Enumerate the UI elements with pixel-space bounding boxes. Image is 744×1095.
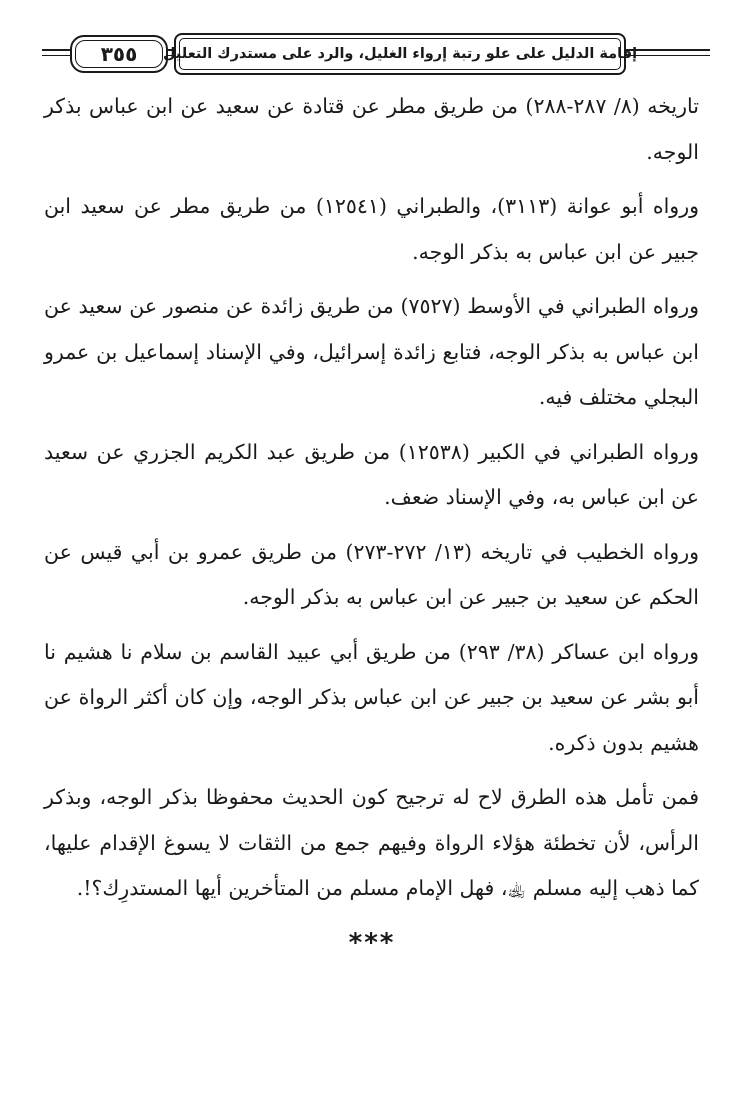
paragraph: ورواه ابن عساكر (٣٨/ ٢٩٣) من طريق أبي عبيد القاسم بن سلام نا هشيم نا أبو بشر عن سعيد بن جبير عن ابن عباس بذكر الوجه، وإن كان أكثر الرواة عن هشيم بدون ذكره.: [44, 639, 699, 755]
header-rule-left: [42, 49, 70, 51]
running-title-frame: [162, 33, 638, 75]
header-rule-right: [626, 49, 710, 51]
page-number: ٣٥٥: [100, 42, 138, 66]
running-title-inner-frame: [162, 38, 638, 70]
paragraph: ورواه الطبراني في الأوسط (٧٥٢٧) من طريق زائدة عن منصور عن سعيد عن ابن عباس به بذكر الوجه، فتابع زائدة إسرائيل، وفي الإسناد إسماعيل بن عمرو البجلي مختلف فيه.: [44, 294, 699, 409]
page-header: [42, 33, 710, 77]
section-separator: ***: [348, 928, 396, 958]
page-number-frame: [70, 35, 168, 73]
paragraph: فمن تأمل هذه الطرق لاح له ترجيح كون الحديث محفوظا بذكر الوجه، وبذكر الرأس، لأن تخطئة هؤلاء الرواة وفيهم جمع من الثقات لا يسوغ الإقدام عليها، كما ذهب إليه مسلم ﵀، فهل الإمام مسلم من المتأخرين أيها المستدرِك؟!.: [44, 785, 699, 900]
header-rule-right-thin: [626, 55, 710, 56]
page-body: [44, 84, 699, 921]
paragraph: ورواه الطبراني في الكبير (١٢٥٣٨) من طريق عبد الكريم الجزري عن سعيد عن ابن عباس به، وفي الإسناد ضعف.: [44, 439, 700, 509]
paragraph: ورواه الخطيب في تاريخه (١٣/ ٢٧٢-٢٧٣) من طريق عمرو بن أبي قيس عن الحكم عن سعيد بن جبير عن ابن عباس به بذكر الوجه.: [44, 539, 700, 609]
running-title: إقامة الدليل على علو رتبة إرواء الغليل، والرد على مستدرك التعليل: [162, 46, 638, 62]
header-rule-left-thin: [42, 55, 70, 56]
paragraph: تاريخه (٨/ ٢٨٧-٢٨٨) من طريق مطر عن قتادة عن سعيد عن ابن عباس بذكر الوجه.: [44, 94, 699, 164]
paragraph: ورواه أبو عوانة (٣١١٣)، والطبراني (١٢٥٤١) من طريق مطر عن سعيد ابن جبير عن ابن عباس به بذكر الوجه.: [44, 194, 700, 264]
